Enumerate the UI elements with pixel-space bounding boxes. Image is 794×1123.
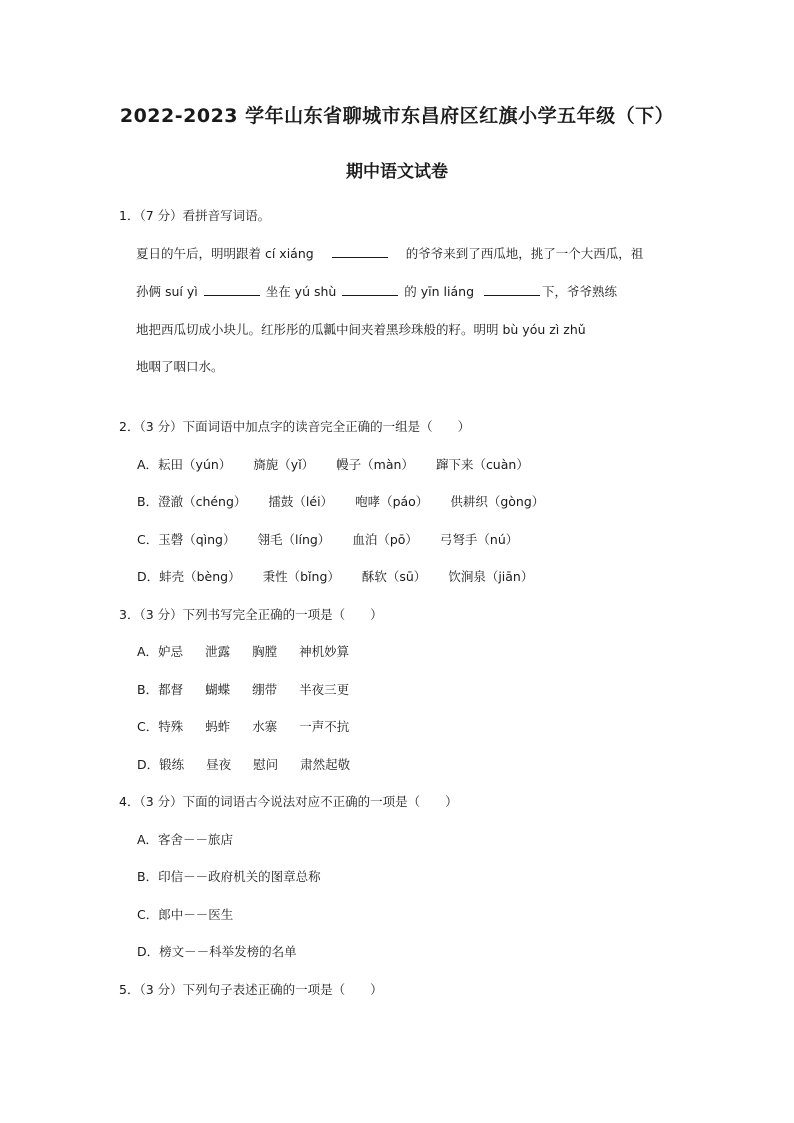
question-3-option-d[interactable] [137,757,350,773]
question-1-line-2 [136,284,617,300]
option-item: B．澄澈（chéng） [137,494,247,509]
option-item: 绷带 [252,682,278,697]
option-item: 酥软（sū） [361,569,427,584]
question-2-option-d[interactable] [137,569,533,585]
q1-text: 坐在 yú shù [265,284,337,299]
option-item: C．特殊 [137,719,184,734]
question-4-option-b[interactable]: B．印信－－政府机关的图章总称 [137,869,321,884]
question-5-heading: 5．（3 分）下列句子表述正确的一项是（ ） [119,982,383,997]
option-item: 翎毛（líng） [257,532,331,547]
option-item: 供耕织（gòng） [450,494,545,509]
question-3-option-a[interactable] [137,644,349,660]
option-item: D．锻练 [137,757,185,772]
answer-blank[interactable] [484,284,540,296]
question-2-option-c[interactable] [137,532,518,548]
option-item: A．耘田（yún） [137,457,232,472]
question-4-option-a[interactable]: A．客舍－－旅店 [137,832,234,847]
question-2-option-a[interactable] [137,457,529,473]
q1-text: 下，爷爷熟练 [541,284,617,299]
question-1-line-3: 地把西瓜切成小块儿。红彤彤的瓜瓤中间夹着黑珍珠般的籽。明明 bù yóu zì zhǔ [136,322,586,337]
option-item: 泄露 [205,644,231,659]
option-item: 幔子（màn） [336,457,414,472]
q1-text: 孙俩 suí yì [136,284,198,299]
option-item: 半夜三更 [299,682,350,697]
option-item: 一声不抗 [299,719,350,734]
question-2-heading: 2．（3 分）下面词语中加点字的读音完全正确的一组是（ ） [119,419,471,434]
option-item: B．都督 [137,682,184,697]
option-item: 胸膛 [252,644,278,659]
question-4-option-d[interactable]: D．榜文－－科举发榜的名单 [137,944,297,959]
option-item: 蚂蚱 [205,719,231,734]
question-1-line-4: 地咽了咽口水。 [136,359,224,374]
question-3-option-b[interactable] [137,682,349,698]
answer-blank[interactable] [332,246,388,258]
exam-subtitle: 期中语文试卷 [346,162,448,182]
q1-text: 的 yīn liáng [404,284,474,299]
option-item: C．玉磬（qìng） [137,532,236,547]
option-item: 水寨 [252,719,278,734]
exam-title: 2022-2023 学年山东省聊城市东昌府区红旗小学五年级（下） [119,105,675,127]
option-item: D．蚌壳（bèng） [137,569,241,584]
answer-blank[interactable] [204,284,260,296]
option-item: 秉性（bǐng） [262,569,340,584]
question-3-heading: 3．（3 分）下列书写完全正确的一项是（ ） [119,607,383,622]
answer-blank[interactable] [342,284,398,296]
q1-text: 夏日的午后，明明跟着 cí xiáng [136,246,314,261]
option-item: A．妒忌 [137,644,184,659]
q1-text: 的爷爷来到了西瓜地，挑了一个大西瓜，祖 [405,246,644,261]
option-item: 饮涧泉（jiān） [448,569,534,584]
question-1-line-1 [136,246,643,262]
option-item: 蹿下来（cuàn） [435,457,529,472]
question-4-option-c[interactable]: C．郎中－－医生 [137,907,234,922]
option-item: 旖旎（yǐ） [253,457,315,472]
option-item: 擂鼓（léi） [268,494,334,509]
option-item: 慰问 [253,757,279,772]
option-item: 血泊（pō） [352,532,418,547]
option-item: 神机妙算 [299,644,350,659]
option-item: 昼夜 [206,757,232,772]
question-1-heading: 1．（7 分）看拼音写词语。 [119,208,271,223]
option-item: 肃然起敬 [300,757,351,772]
question-3-option-c[interactable] [137,719,349,735]
option-item: 咆哮（páo） [355,494,429,509]
question-2-option-b[interactable] [137,494,544,510]
option-item: 弓弩手（nú） [439,532,519,547]
option-item: 蝴蝶 [205,682,231,697]
question-4-heading: 4．（3 分）下面的词语古今说法对应不正确的一项是（ ） [119,794,458,809]
